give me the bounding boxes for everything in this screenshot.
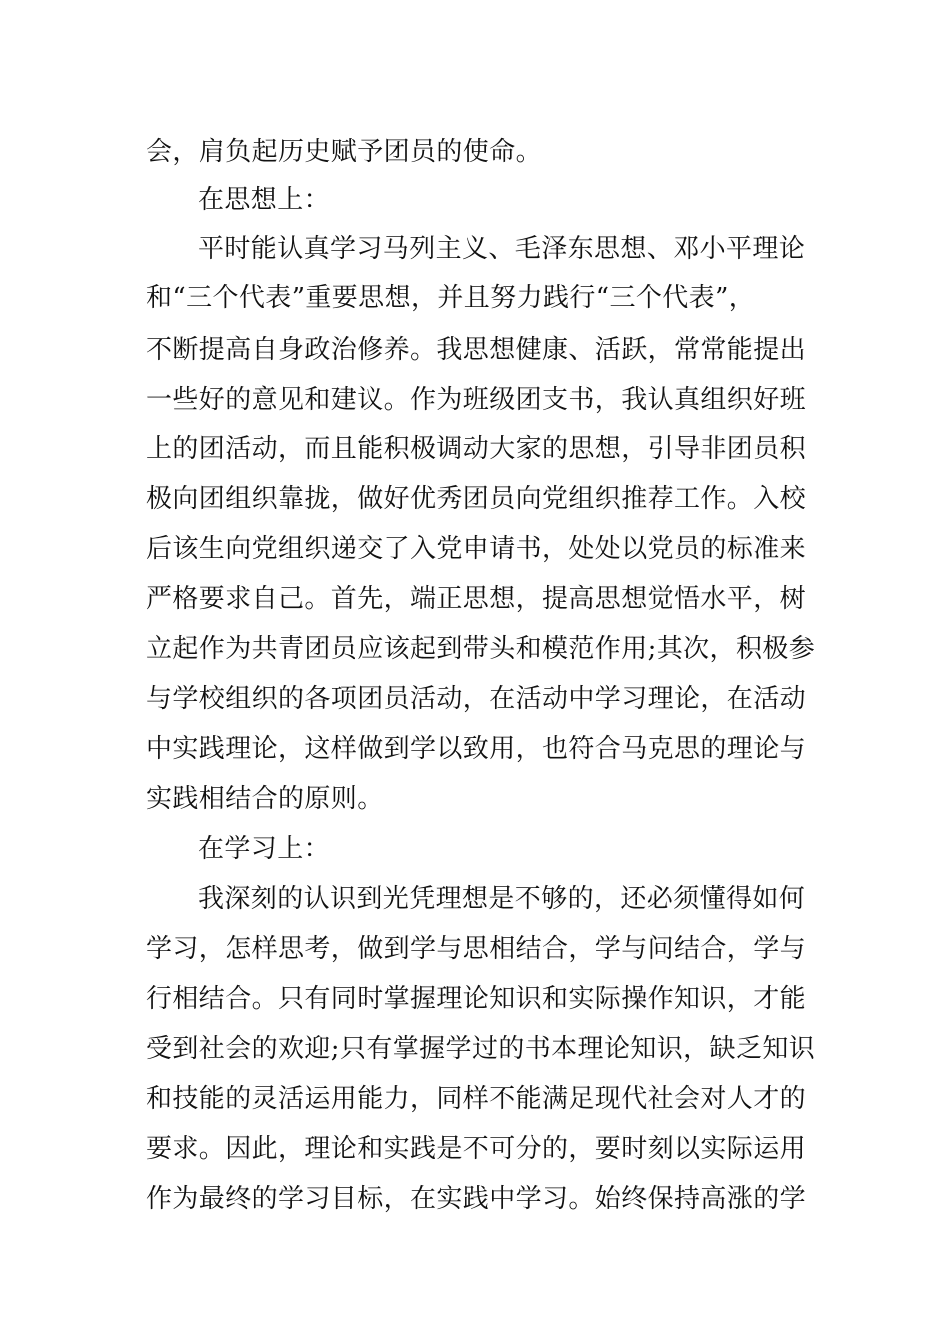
text-line: 学习，怎样思考，做到学与思相结合，学与问结合，学与	[146, 934, 807, 964]
text-line: 受到社会的欢迎;只有掌握学过的书本理论知识，缺乏知识	[146, 1034, 816, 1064]
text-line: 行相结合。只有同时掌握理论知识和实际操作知识，才能	[146, 984, 807, 1014]
text-line: 会，肩负起历史赋予团员的使命。	[146, 137, 543, 167]
section-heading-study: 在学习上：	[198, 834, 331, 864]
text-line: 平时能认真学习马列主义、毛泽东思想、邓小平理论	[198, 234, 806, 264]
text-line: 立起作为共青团员应该起到带头和模范作用;其次，积极参	[146, 634, 816, 664]
text-line: 上的团活动，而且能积极调动大家的思想，引导非团员积	[146, 434, 807, 464]
text-line: 后该生向党组织递交了入党申请书，处处以党员的标准来	[146, 534, 807, 564]
text-line: 作为最终的学习目标，在实践中学习。始终保持高涨的学	[146, 1184, 807, 1214]
text-line: 我深刻的认识到光凭理想是不够的，还必须懂得如何	[198, 884, 806, 914]
text-line: 要求。因此，理论和实践是不可分的，要时刻以实际运用	[146, 1134, 807, 1164]
text-line: 中实践理论，这样做到学以致用，也符合马克思的理论与	[146, 734, 807, 764]
text-line: 与学校组织的各项团员活动，在活动中学习理论，在活动	[146, 684, 807, 714]
text-line: 一些好的意见和建议。作为班级团支书，我认真组织好班	[146, 385, 807, 415]
text-line: 实践相结合的原则。	[146, 784, 384, 814]
text-line: 极向团组织靠拢，做好优秀团员向党组织推荐工作。入校	[146, 484, 807, 514]
section-heading-thought: 在思想上：	[198, 185, 331, 215]
text-line: 和“三个代表”重要思想，并且努力践行“三个代表”，	[146, 283, 756, 313]
text-line: 不断提高自身政治修养。我思想健康、活跃，常常能提出	[146, 335, 807, 365]
text-line: 严格要求自己。首先，端正思想，提高思想觉悟水平，树	[146, 584, 807, 614]
text-line: 和技能的灵活运用能力，同样不能满足现代社会对人才的	[146, 1084, 807, 1114]
